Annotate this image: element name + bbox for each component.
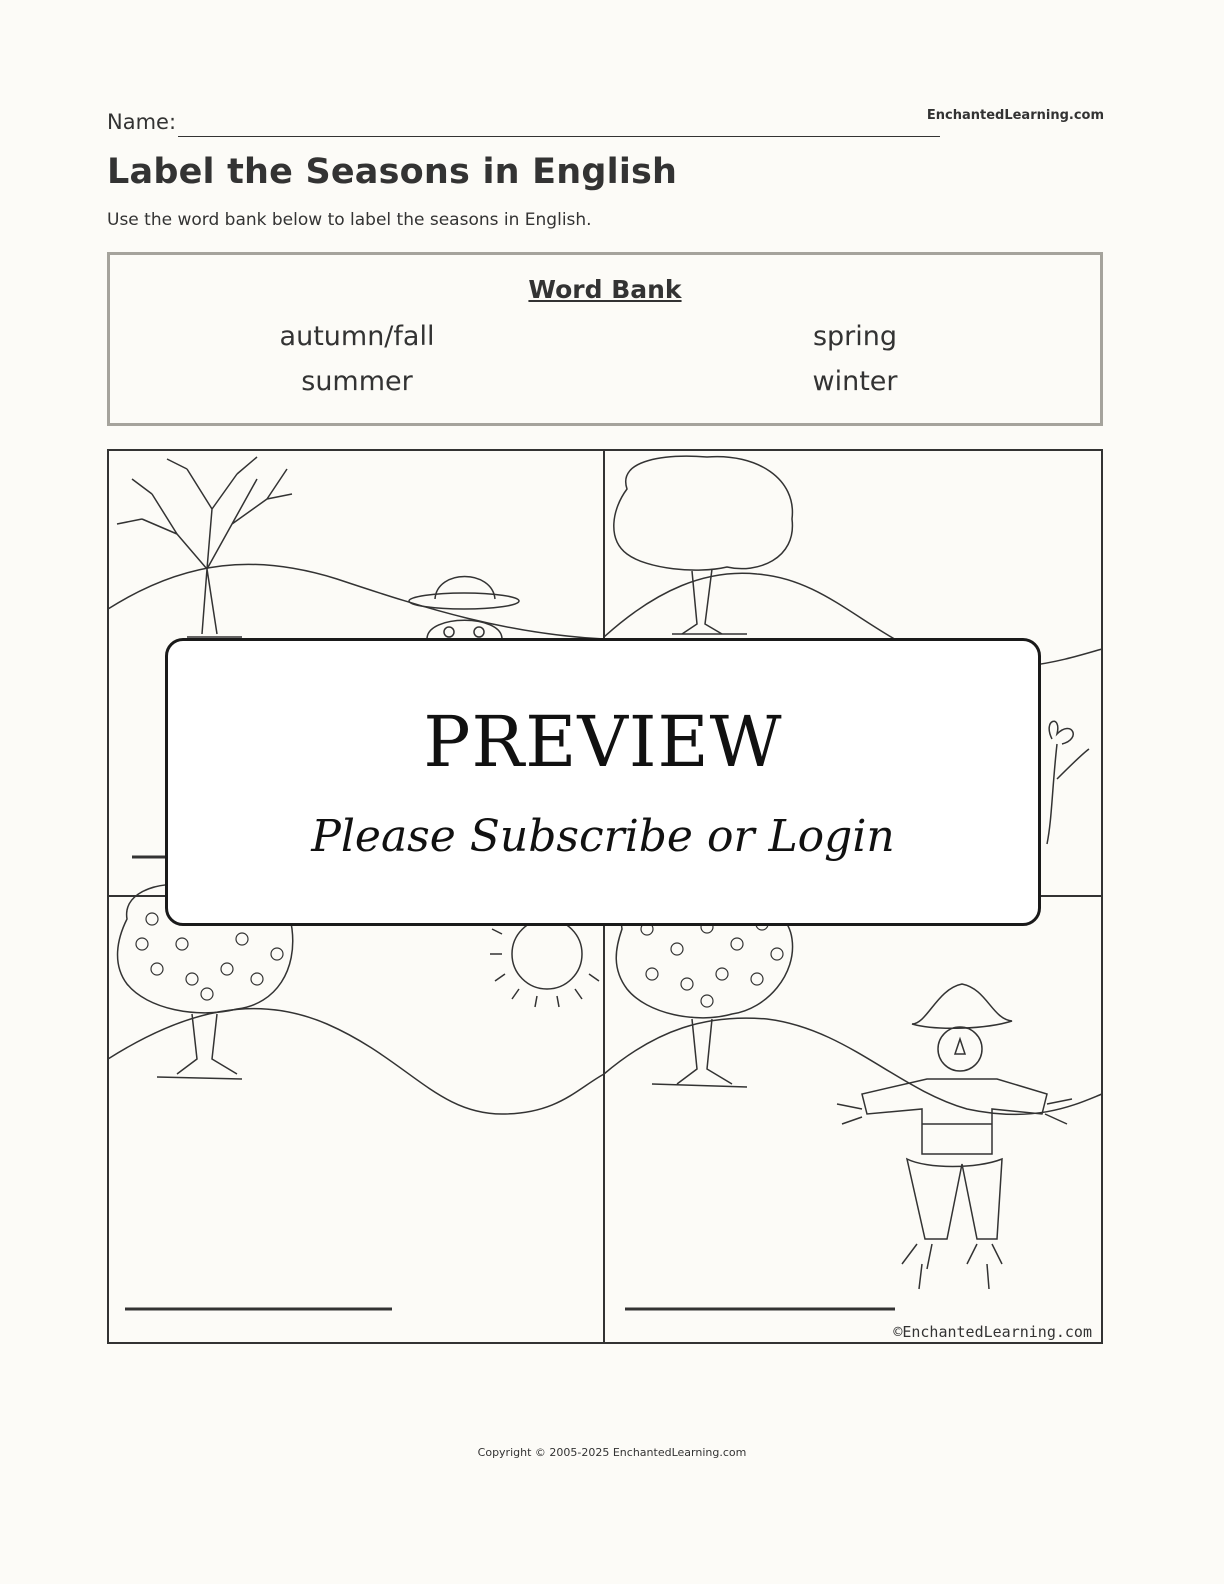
word-bank-word: autumn/fall	[279, 321, 435, 352]
picture-watermark: ©EnchantedLearning.com	[893, 1323, 1092, 1341]
site-name[interactable]: EnchantedLearning.com	[926, 108, 1104, 123]
word-bank-word: spring	[812, 321, 898, 352]
preview-subtitle[interactable]: Please Subscribe or Login	[311, 811, 895, 862]
word-bank	[107, 252, 1103, 426]
page-title: Label the Seasons in English	[107, 152, 678, 192]
bare-tree	[117, 457, 292, 634]
name-line[interactable]	[178, 136, 940, 137]
name-label: Name:	[107, 110, 177, 134]
leafy-tree	[614, 456, 793, 570]
sun	[512, 919, 582, 989]
scarecrow-hat	[912, 984, 1012, 1028]
summer-panel	[108, 884, 604, 1309]
scarecrow-head	[938, 1027, 982, 1071]
snowman-hat-brim	[409, 593, 519, 609]
word-bank-word: winter	[812, 366, 898, 397]
copyright: Copyright © 2005-2025 EnchantedLearning.com	[477, 1446, 747, 1459]
autumn-panel	[604, 894, 1102, 1309]
instructions: Use the word bank below to label the seasons in English.	[107, 210, 592, 230]
preview-title: PREVIEW	[423, 701, 783, 783]
scarecrow-body	[862, 1079, 1047, 1154]
word-bank-title: Word Bank	[528, 275, 682, 304]
snowman-hat	[435, 577, 495, 600]
preview-overlay[interactable]	[165, 638, 1041, 926]
flower	[1047, 721, 1089, 844]
word-bank-word: summer	[301, 366, 413, 397]
